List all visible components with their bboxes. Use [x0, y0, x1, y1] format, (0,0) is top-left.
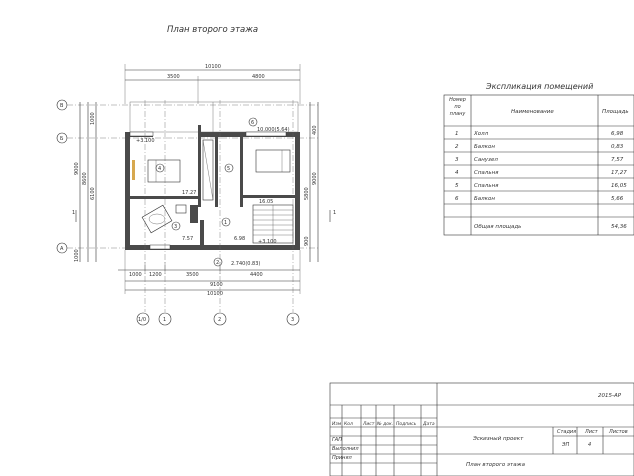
- room-number-cell: 3: [455, 157, 459, 163]
- explication-title: Экспликация помещений: [486, 82, 594, 91]
- area-room-5: 16.05: [259, 199, 274, 205]
- room-number-cell: 1: [455, 131, 459, 137]
- axis-1: [159, 313, 171, 325]
- level-mark-2: +3.100: [258, 239, 277, 245]
- col-header-area: Площадь: [602, 109, 629, 115]
- dim-right-3: 5800: [304, 187, 310, 200]
- level-mark-balcony: 10.000(5.64): [257, 127, 290, 133]
- room-area-cell: 0,83: [611, 144, 624, 150]
- axis-3: [287, 313, 299, 325]
- area-room-3: 7.57: [182, 236, 194, 242]
- svg-text:Б: Б: [60, 136, 64, 142]
- room-name-cell: Балкон: [474, 144, 495, 150]
- svg-text:В: В: [60, 103, 64, 109]
- stage-header: Стадия: [557, 429, 577, 435]
- stamp-col-header: Дата: [423, 422, 435, 427]
- room-area-cell: 6,98: [611, 131, 624, 137]
- stamp-col-header: Лист: [363, 422, 375, 427]
- stamp-col-header: Подпись: [396, 422, 417, 427]
- room-area-cell: 5,66: [611, 196, 624, 202]
- dim-left-1: 9000: [74, 162, 80, 175]
- dim-right-1: 9000: [312, 172, 318, 185]
- svg-text:3: 3: [174, 224, 178, 230]
- area-room-1: 6.98: [234, 236, 246, 242]
- room-number-cell: 5: [455, 183, 459, 189]
- svg-text:2: 2: [216, 260, 220, 266]
- total-label: Общая площадь: [474, 224, 522, 230]
- svg-text:3: 3: [291, 317, 295, 323]
- sheets-header: Листов: [609, 429, 628, 435]
- room-name-cell: Спальня: [474, 170, 499, 176]
- dim-bottom-5: 10100: [207, 291, 223, 297]
- level-mark-1: +3.100: [136, 138, 155, 144]
- bed-icon: [256, 150, 290, 172]
- toilet-icon: [176, 205, 186, 213]
- svg-text:1/0: 1/0: [138, 317, 147, 323]
- room-number-cell: 6: [455, 196, 459, 202]
- dim-right-0: 400: [312, 125, 318, 135]
- svg-text:1: 1: [224, 220, 228, 226]
- stage-value: ЭП: [562, 442, 570, 448]
- room-area-cell: 16,05: [611, 183, 627, 189]
- svg-text:А: А: [60, 246, 64, 252]
- dim-top-1: 3500: [167, 74, 180, 80]
- room-number-cell: 2: [455, 144, 459, 150]
- svg-text:5: 5: [227, 166, 231, 172]
- dim-right-4: 900: [304, 236, 310, 246]
- stamp-code: 2015-АР: [598, 393, 622, 399]
- room-area-cell: 7,57: [611, 157, 624, 163]
- dim-left-3: 6100: [90, 187, 96, 200]
- stamp-col-header: Изм: [332, 422, 342, 427]
- role-accepted: Принял: [332, 455, 352, 461]
- role-gap: ГАП: [332, 437, 342, 443]
- total-value: 54,36: [611, 224, 627, 230]
- dim-left-0: 1000: [90, 112, 96, 125]
- room-name-cell: Холл: [474, 131, 489, 137]
- stamp-col-header: № док.: [377, 422, 394, 427]
- dim-bottom-3: 4400: [250, 272, 263, 278]
- dim-bottom-2: 3500: [186, 272, 199, 278]
- col-header-name: Наименование: [511, 109, 554, 115]
- stamp-col-header: Кол: [344, 422, 353, 427]
- room-name-cell: Спальня: [474, 183, 499, 189]
- section-mark-right: 1: [333, 210, 337, 216]
- bathtub-icon: [142, 205, 172, 233]
- svg-text:4: 4: [158, 166, 162, 172]
- col-header-number: Номер по плану: [449, 97, 466, 117]
- dim-top-total: 10100: [205, 64, 221, 70]
- axis-2: [214, 313, 226, 325]
- svg-text:1: 1: [163, 317, 167, 323]
- svg-text:2: 2: [218, 317, 222, 323]
- bed-icon: [148, 160, 180, 182]
- room-name-cell: Балкон: [474, 196, 495, 202]
- svg-text:6: 6: [251, 120, 255, 126]
- role-performer: Выполнил: [332, 446, 359, 452]
- explication-table: [444, 95, 634, 235]
- area-room-4: 17.27: [182, 190, 197, 196]
- dim-top-2: 4800: [252, 74, 265, 80]
- dim-bottom-1: 1200: [149, 272, 162, 278]
- section-mark-left: 1: [72, 210, 76, 216]
- level-mark-entry: 2.740(0.83): [231, 261, 261, 267]
- dim-bottom-0: 1000: [129, 272, 142, 278]
- sheet-header: Лист: [585, 429, 598, 435]
- axis-1-0: [137, 313, 149, 325]
- plan-title: План второго этажа: [167, 25, 259, 35]
- sheet-value: 4: [588, 442, 592, 448]
- room-name-cell: Санузел: [474, 157, 498, 163]
- sheet-title: План второго этажа: [466, 462, 525, 468]
- stairs-icon: [253, 205, 293, 243]
- axis-a: [57, 243, 67, 253]
- dim-left-2: 8600: [82, 172, 88, 185]
- axis-v: [57, 100, 67, 110]
- dim-bottom-4: 9100: [210, 282, 223, 288]
- dim-left-4: 1000: [74, 249, 80, 262]
- room-number-cell: 4: [455, 170, 459, 176]
- project-name: Эскизный проект: [473, 436, 524, 442]
- room-area-cell: 17,27: [611, 170, 627, 176]
- axis-b: [57, 133, 67, 143]
